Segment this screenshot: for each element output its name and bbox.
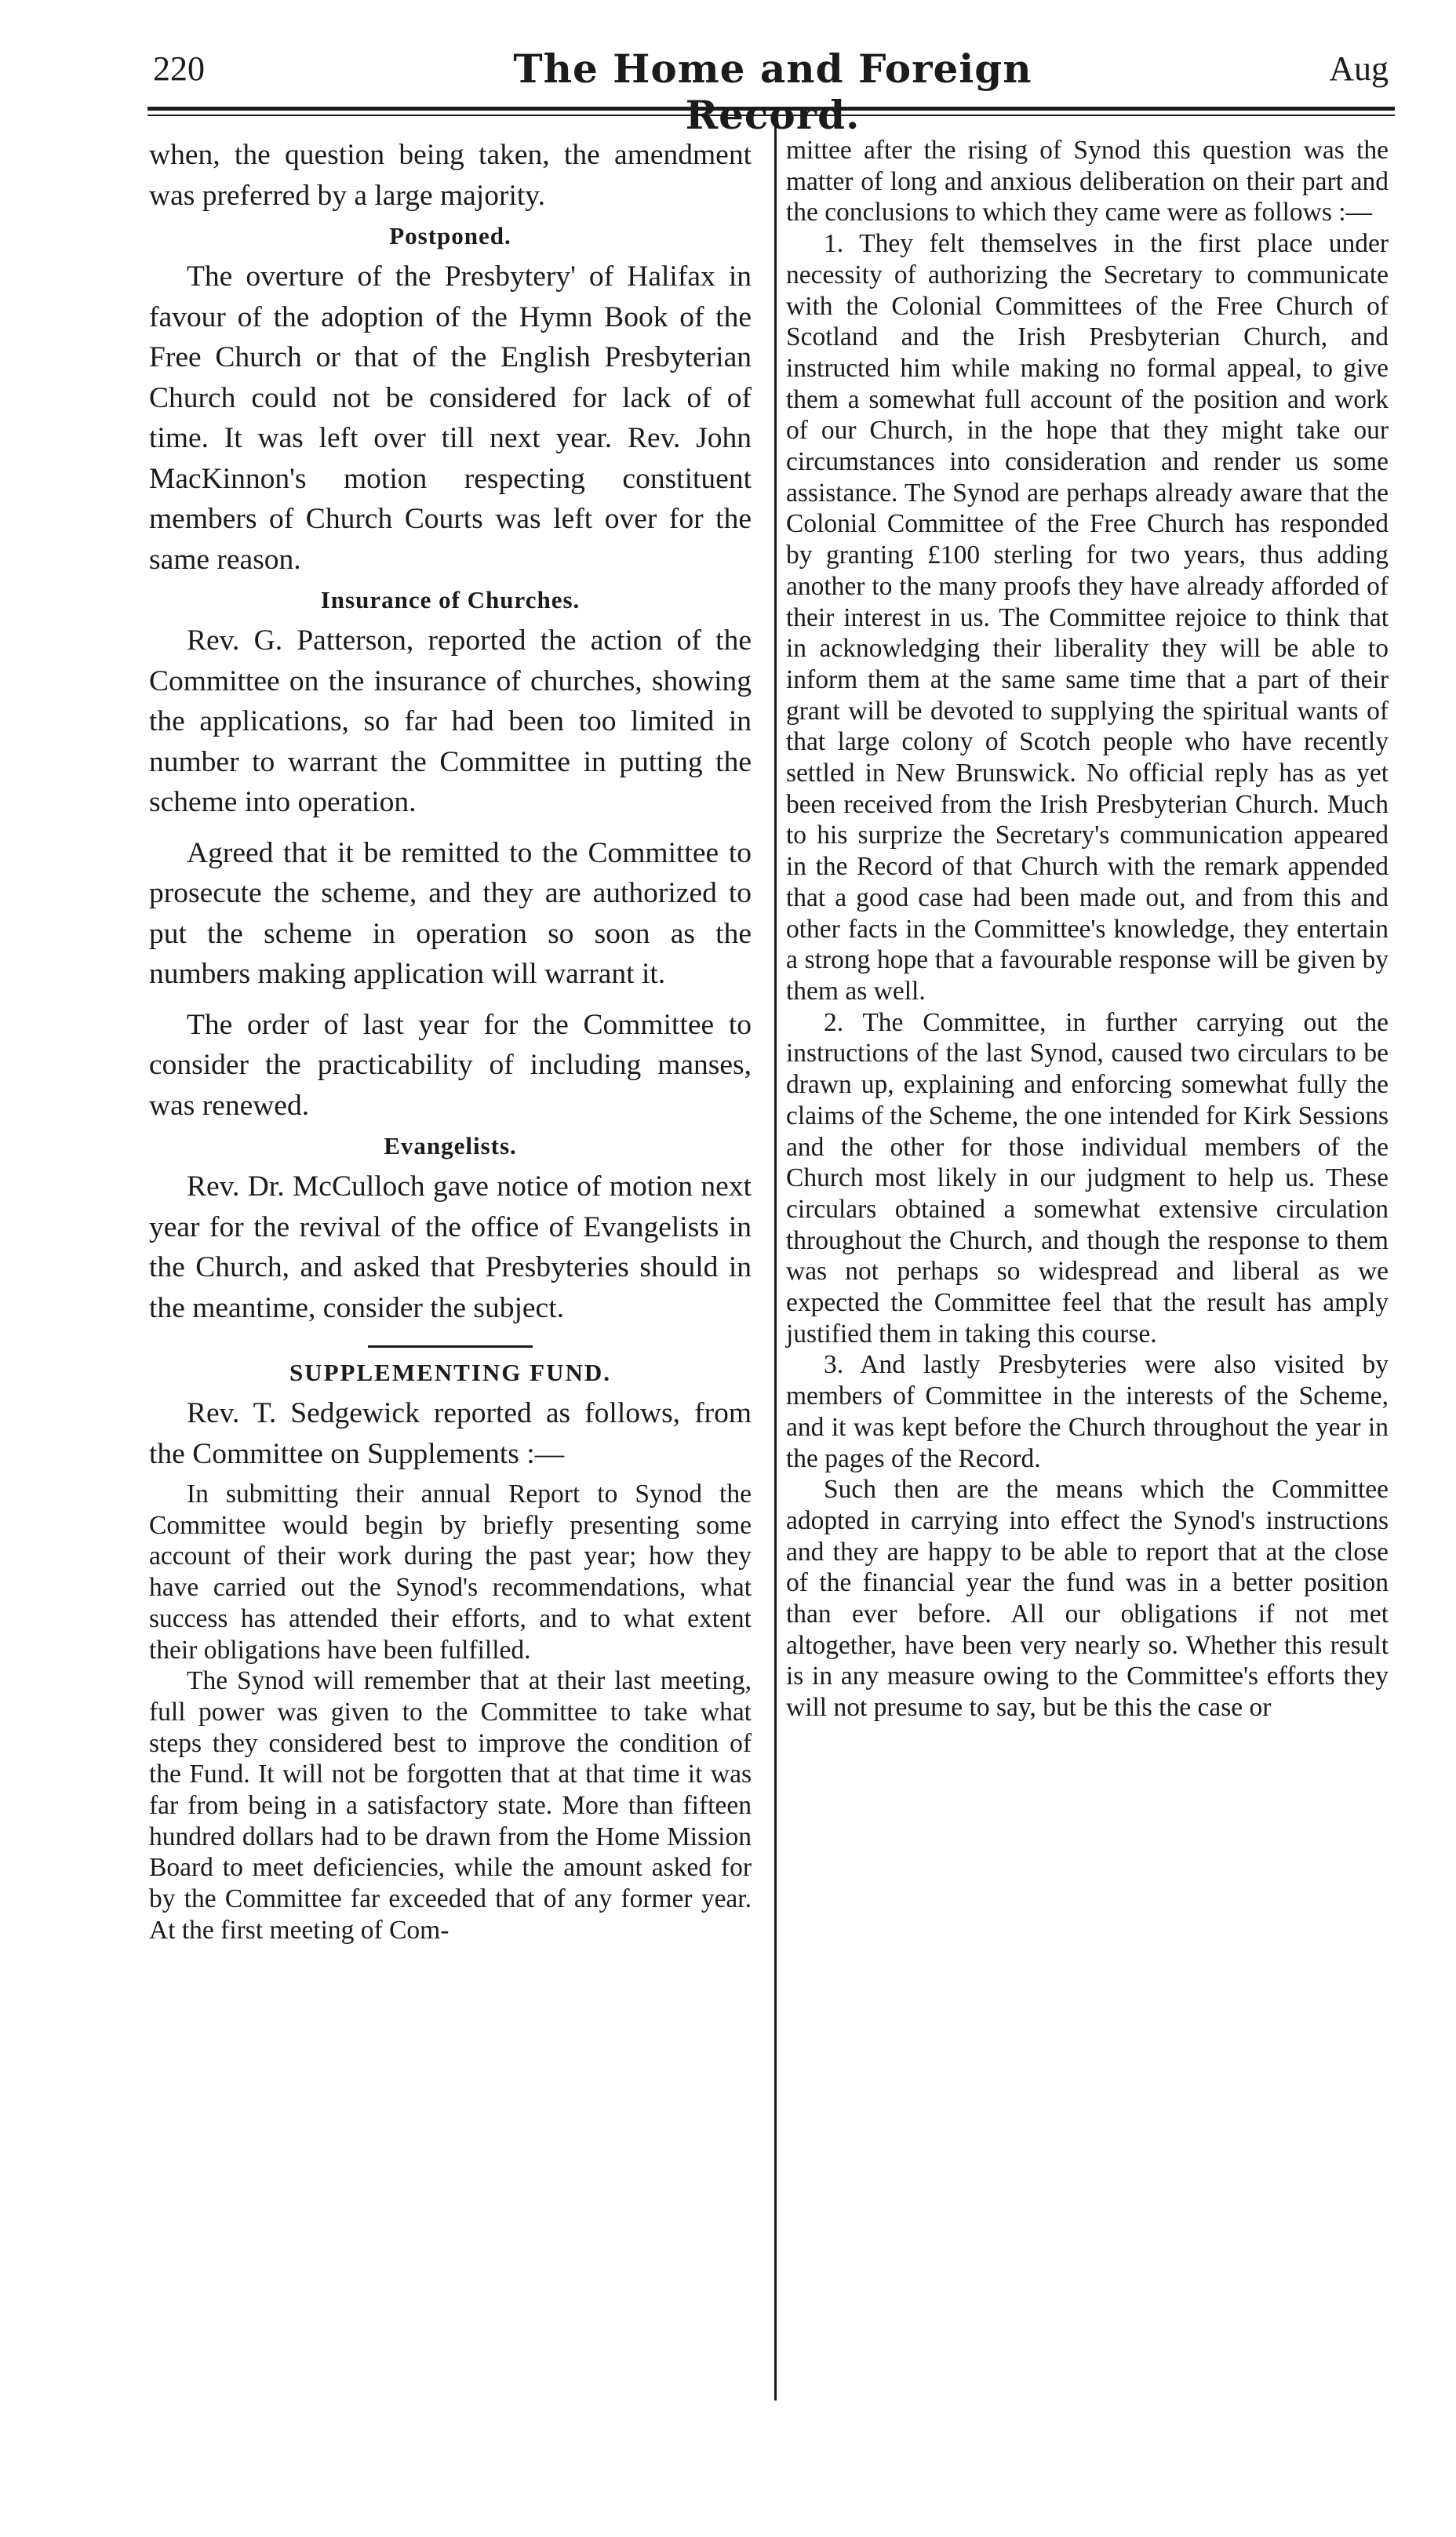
paragraph-right-3: 2. The Committee, in further carrying out the instructions of the last Synod, caused two circulars to be drawn up, explaining and enforcing somewhat fully the claims of the Scheme, the one intended for Kirk Sessions and the other for those individual members of the Church most likely in our judgment to help us. These circulars obtained a somewhat extensive circulation throughout the Church, and though the response to them was not perhaps so widespread and liberal as we expected the Committee feel that the result has amply justified them in taking this course. <box>786 1007 1389 1349</box>
paragraph-right-5: Such then are the means which the Committee adopted in carrying into effect the Synod's instructions and they are happy to be able to report that at the close of the financial year the fund was in a better position than ever before. All our obligations if not met altogether, have been very nearly so. Whether this result is in any measure owing to the Committee's efforts they will not presume to say, but be this the case or <box>786 1475 1389 1723</box>
paragraph-insurance-2: Agreed that it be remitted to the Committee to prosecute the scheme, and they are authorized to put the scheme in operation so soon as the numbers making application will warrant it. <box>149 836 752 990</box>
header-month: Aug <box>1329 49 1389 88</box>
column-divider <box>774 126 777 2401</box>
journal-title: The Home and Foreign <box>513 45 1032 92</box>
paragraph-intro: when, the question being taken, the amendment was preferred by a large majority. <box>149 139 752 212</box>
paragraph-postponed: The overture of the Presbytery' of Halifax in favour of the adoption of the Hymn Book of the Free Church or that of the English Presbyterian Church could not be considered for lack of of time. It was left over till next year. Rev. John MacKinnon's motion respecting constituent members of Church Courts was left over for the same reason. <box>149 260 752 576</box>
header-rule <box>147 107 1395 111</box>
heading-insurance: Insurance of Churches. <box>320 586 581 613</box>
header-rule-thin <box>147 115 1395 116</box>
page-number: 220 <box>153 49 205 88</box>
heading-postponed: Postponed. <box>389 222 511 249</box>
paragraph-report-1: In submitting their annual Report to Synod the Committee would begin by briefly presenting some account of their work during the past year; how they have carried out the Synod's recommendations, what success has attended their efforts, and to what extent their obligations have been fulfilled. <box>149 1480 752 1665</box>
heading-supplementing-fund: SUPPLEMENTING FUND. <box>289 1359 611 1386</box>
right-column <box>786 135 1389 1723</box>
paragraph-insurance-1: Rev. G. Patterson, reported the action of the Committee on the insurance of churches, showing the applications, so far had been too limited in number to warrant the Committee in putting the scheme into operation. <box>149 624 752 818</box>
paragraph-evangelists: Rev. Dr. McCulloch gave notice of motion next year for the revival of the office of Evangelists in the Church, and asked that Presbyteries should in the meantime, consider the subject. <box>149 1170 752 1324</box>
paragraph-insurance-3: The order of last year for the Committee to consider the practicability of including manses, was renewed. <box>149 1008 752 1122</box>
paragraph-right-1: mittee after the rising of Synod this question was the matter of long and anxious deliberation on their part and the conclusions to which they came were as follows :— <box>786 136 1389 227</box>
heading-evangelists: Evangelists. <box>384 1132 517 1159</box>
paragraph-right-2: 1. They felt themselves in the first place under necessity of authorizing the Secretary to communicate with the Colonial Committees of the Free Church of Scotland and the Irish Presbyterian Church, and instructed him while making no formal appeal, to give them a somewhat full account of the position and work of our Church, in the hope that they might take our circumstances into consideration and render us some assistance. The Synod are perhaps already aware that the Colonial Committee of the Free Church has responded by granting £100 sterling for two years, thus adding another to the many proofs they have already afforded of their interest in us. The Committee rejoice to think that in acknowledging their liberality they will be able to inform them at the same same time that a part of their grant will be devoted to supplying the spiritual wants of that large colony of Scotch people who have recently settled in New Brunswick. No official reply has as yet been received from the Irish Presbyterian Church. Much to his surprize the Secretary's communication appeared in the Record of that Church with the remark appended that a good case had been made out, and from this and other facts in the Committee's knowledge, they entertain a strong hope that a favourable response will be given by them as well. <box>786 229 1389 1006</box>
running-header <box>153 45 1389 104</box>
paragraph-report-2: The Synod will remember that at their last meeting, full power was given to the Committee to take what steps they considered best to improve the condition of the Fund. It will not be forgotten that at that time it was far from being in a satisfactory state. More than fifteen hundred dollars had to be drawn from the Home Mission Board to meet deficiencies, while the amount asked for by the Committee far exceeded that of any former year. At the first meeting of Com- <box>149 1666 752 1945</box>
paragraph-supplementing-intro: Rev. T. Sedgewick reported as follows, from the Committee on Supplements :— <box>149 1397 752 1470</box>
paragraph-right-4: 3. And lastly Presbyteries were also visited by members of Committee in the interests of the Scheme, and it was kept before the Church throughout the year in the pages of the Record. <box>786 1350 1389 1473</box>
left-column <box>149 135 752 1946</box>
section-rule <box>368 1345 533 1348</box>
